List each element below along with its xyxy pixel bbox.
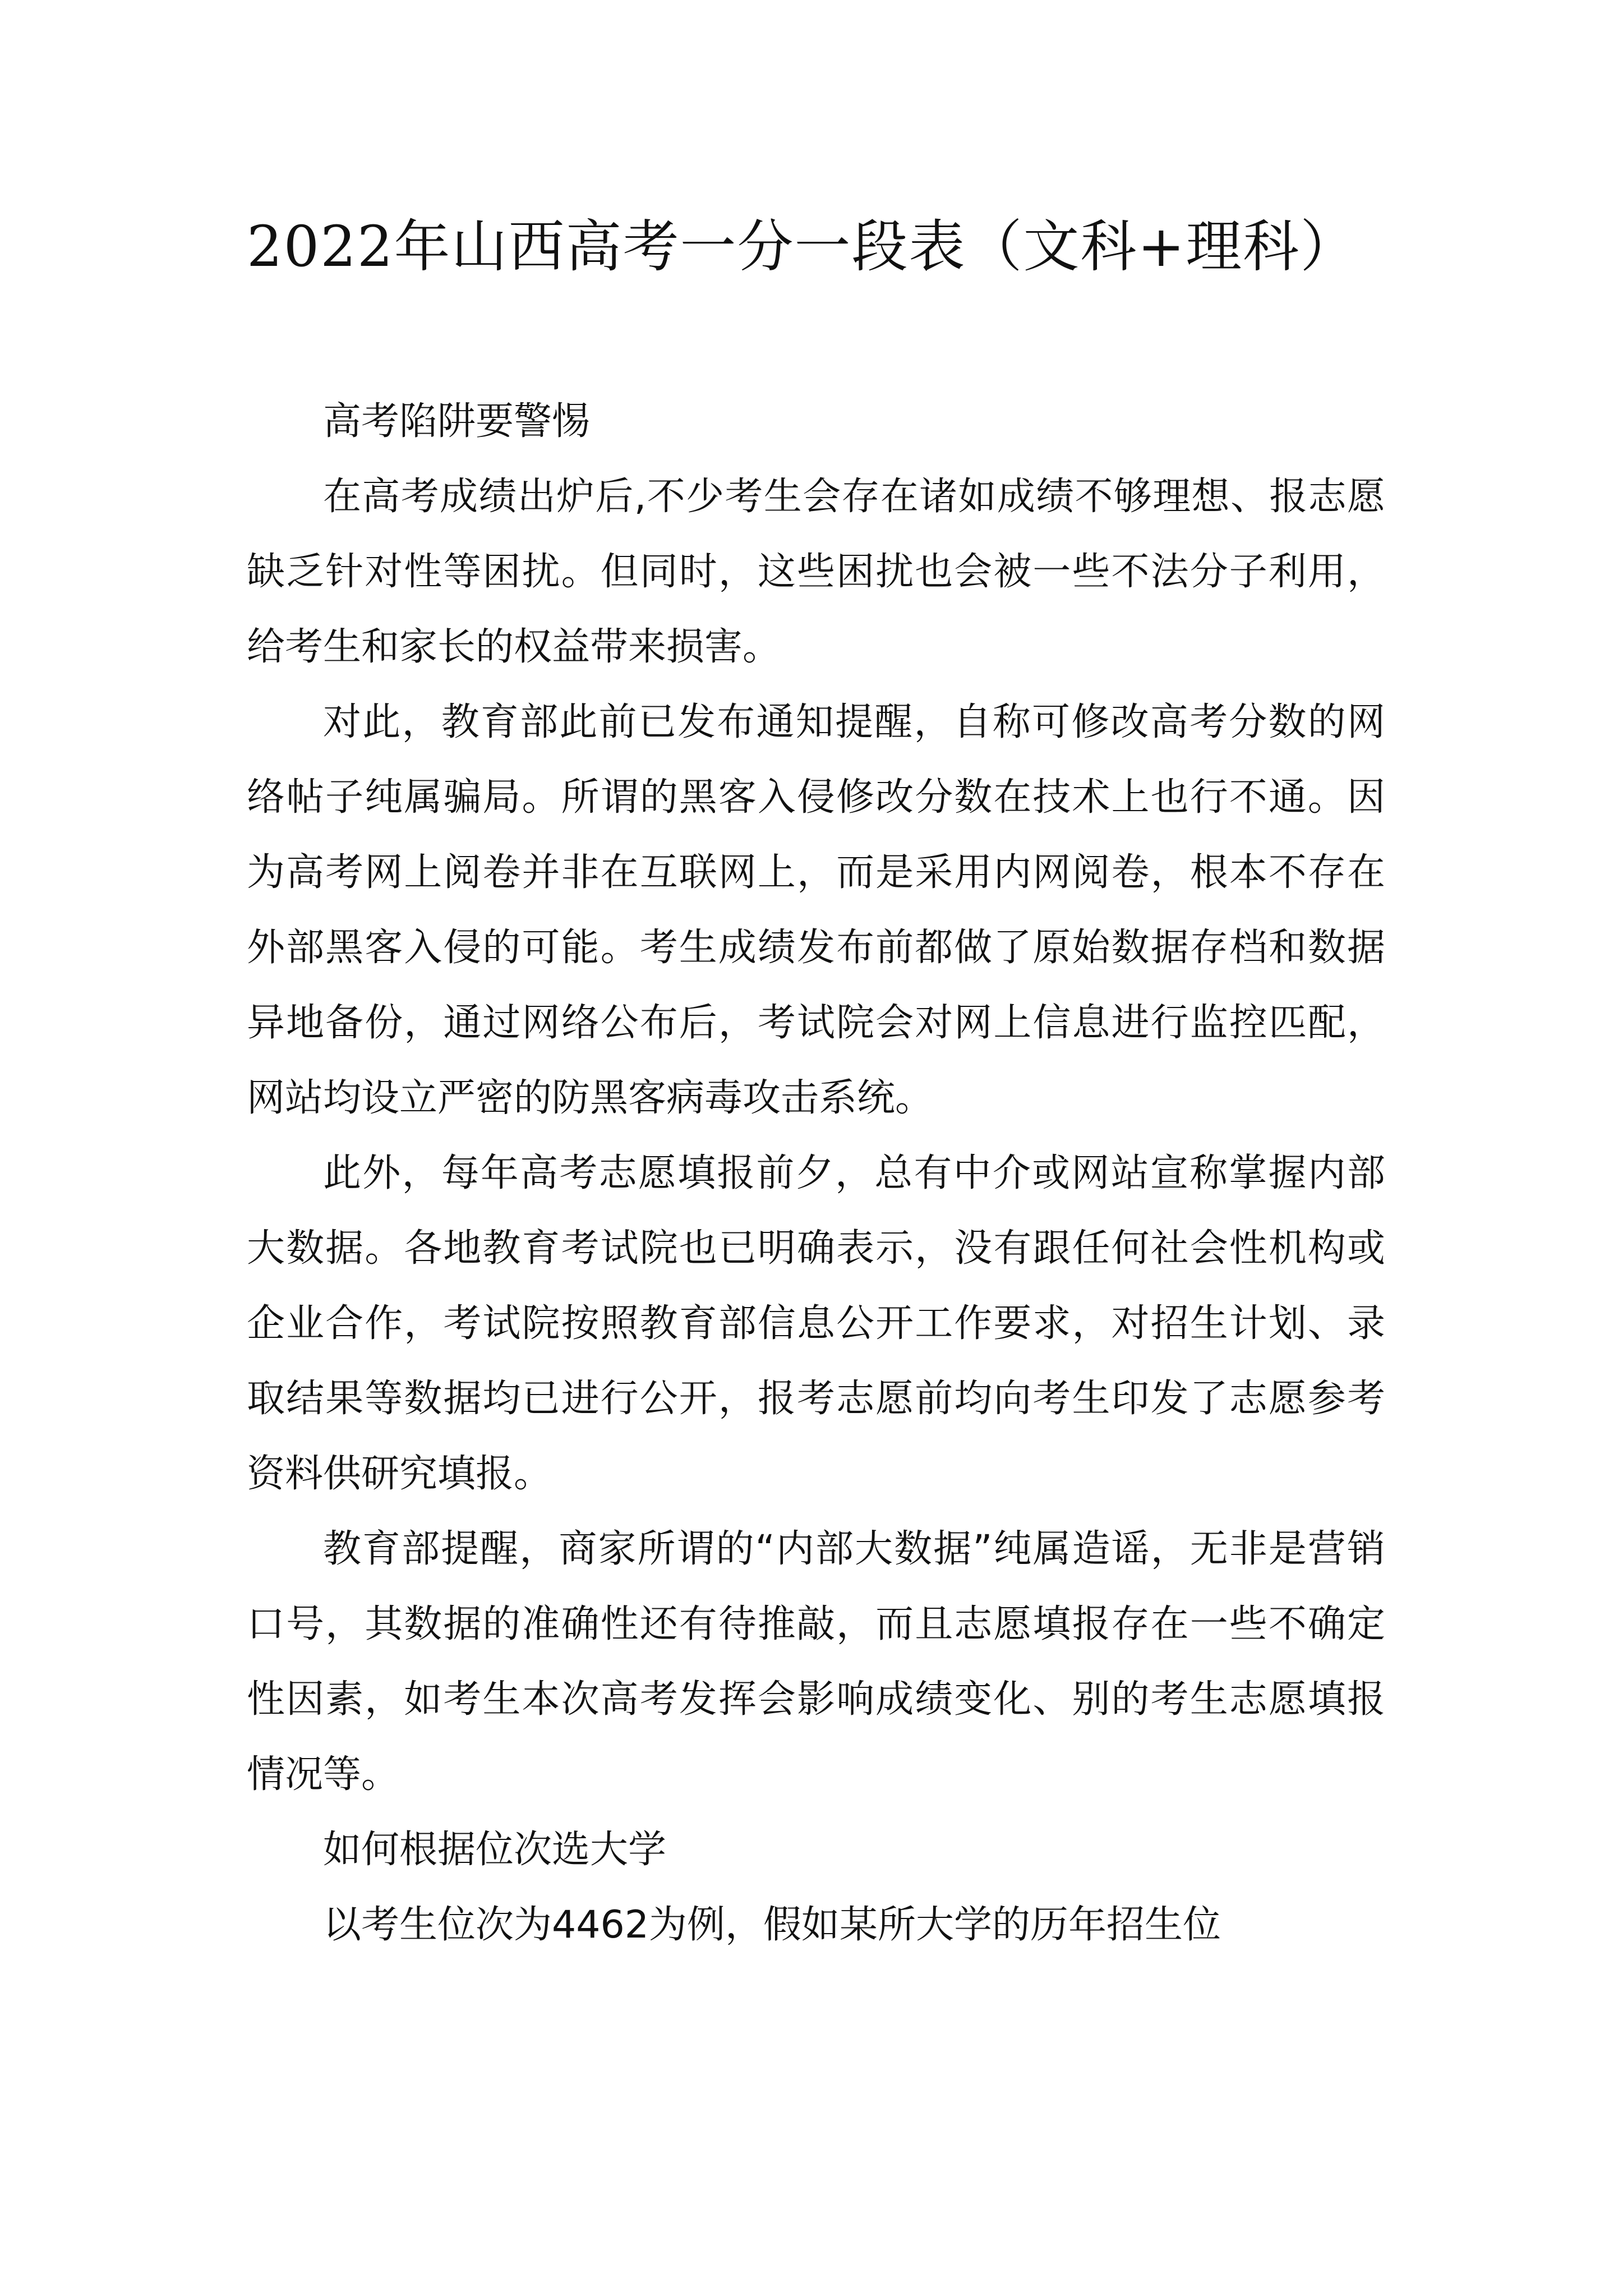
document-body [247,384,1385,1963]
paragraph-5: 以考生位次为4462为例，假如某所大学的历年招生位 [323,1903,1221,1947]
paragraph-4: 教育部提醒，商家所谓的“内部大数据”纯属造谣，无非是营销口号，其数据的准确性还有待推敲，而且志愿填报存在一些不确定性因素，如考生本次高考发挥会影响成绩变化、别的考生志愿填报情况等。 [247,1527,1385,1797]
section-heading-rank: 如何根据位次选大学 [323,1828,667,1872]
section-heading-traps: 高考陷阱要警惕 [323,399,591,444]
paragraph-1: 在高考成绩出炉后,不少考生会存在诸如成绩不够理想、报志愿缺乏针对性等困扰。但同时，这些困扰也会被一些不法分子利用，给考生和家长的权益带来损害。 [247,475,1385,669]
document-title: 2022年山西高考一分一段表（文科+理科） [247,214,1358,279]
paragraph-2: 对此，教育部此前已发布通知提醒，自称可修改高考分数的网络帖子纯属骗局。所谓的黑客入侵修改分数在技术上也行不通。因为高考网上阅卷并非在互联网上，而是采用内网阅卷，根本不存在外部黑客入侵的可能。考生成绩发布前都做了原始数据存档和数据异地备份，通过网络公布后，考试院会对网上信息进行监控匹配，网站均设立严密的防黑客病毒攻击系统。 [247,700,1385,1120]
paragraph-3: 此外，每年高考志愿填报前夕，总有中介或网站宣称掌握内部大数据。各地教育考试院也已明确表示，没有跟任何社会性机构或企业合作，考试院按照教育部信息公开工作要求，对招生计划、录取结果等数据均已进行公开，报考志愿前均向考生印发了志愿参考资料供研究填报。 [247,1151,1385,1496]
